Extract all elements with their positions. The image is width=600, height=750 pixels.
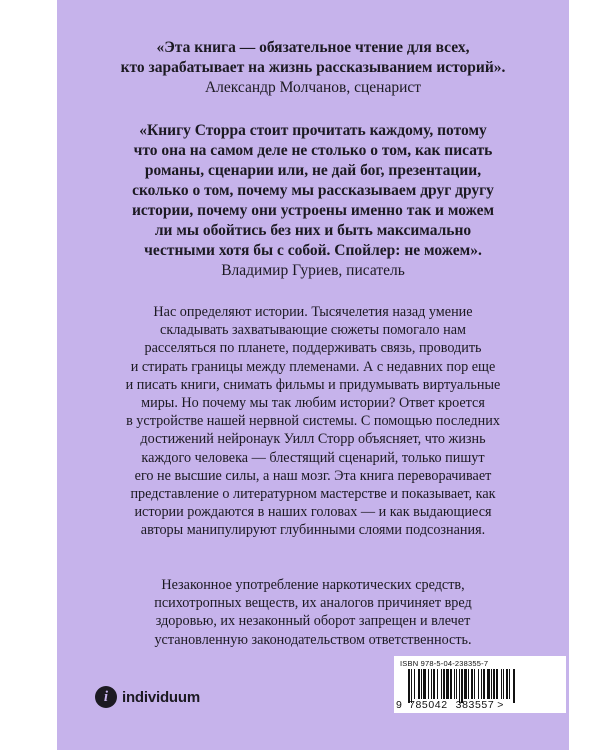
- barcode-digits: [396, 699, 564, 711]
- isbn-number: ISBN 978-5-04-238355-7: [400, 659, 489, 668]
- logo-letter: i: [103, 688, 109, 705]
- description-line: в устройстве нашей нервной системы. С помощью последних: [126, 413, 500, 430]
- barcode-bar: [496, 669, 498, 699]
- legal-warning: [57, 576, 569, 649]
- description-line: и писать книги, снимать фильмы и придумывать виртуальные: [125, 376, 501, 393]
- book-description: [57, 303, 569, 540]
- barcode-digits-right: 383557: [455, 699, 495, 711]
- quote-line: сколько о том, почему мы рассказываем друг другу: [132, 182, 494, 199]
- publisher-name: individuum: [122, 688, 200, 706]
- barcode-digit-end: >: [497, 699, 504, 711]
- barcode-bar: [478, 669, 479, 699]
- warning-line: Незаконное употребление наркотических средств,: [161, 577, 465, 593]
- barcode-bar: [437, 669, 438, 699]
- barcode-bar: [408, 669, 410, 703]
- warning-line: установленную законодательством ответственность.: [154, 631, 472, 648]
- quote-author: Владимир Гуриев, писатель: [221, 262, 405, 279]
- description-line: его не высшие силы, а наш мозг. Эта книга переворачивает: [134, 467, 492, 484]
- description-line: каждого человека — блестящий сценарий, только пишут: [141, 449, 485, 466]
- barcode-bar: [464, 669, 467, 699]
- description-line: Нас определяют истории. Тысячелетия назад умение: [153, 304, 473, 320]
- barcode-bar: [441, 669, 442, 699]
- barcode-bar: [461, 669, 463, 703]
- barcode-bar: [433, 669, 435, 699]
- quote-author: Александр Молчанов, сценарист: [204, 79, 422, 96]
- description-line: и стирать границы между племенами. А с недавних пор еще: [130, 358, 496, 375]
- barcode-bar: [454, 669, 455, 699]
- barcode-bar: [421, 669, 422, 699]
- barcode-bar: [474, 669, 475, 699]
- publisher-logo-icon: [95, 686, 117, 708]
- endorsement-quote-1: [57, 38, 569, 98]
- barcode-bar: [423, 669, 426, 699]
- barcode-bar: [428, 669, 429, 699]
- description-line: складывать захватывающие сюжеты помогало нам: [160, 322, 466, 339]
- warning-line: здоровью, их незаконный оборот запрещен и влечет: [155, 613, 471, 630]
- quote-line: ли мы обойтись без них и быть максимально: [154, 222, 472, 239]
- barcode-bar: [418, 669, 420, 699]
- barcode-digits-left: 785042: [409, 699, 448, 711]
- endorsement-quote-2: [57, 121, 569, 281]
- barcode-bar: [471, 669, 473, 699]
- barcode-bar: [483, 669, 485, 699]
- warning-line: психотропных веществ, их аналогов причиняет вред: [154, 595, 472, 612]
- description-line: миры. Но почему мы так любим истории? Ответ кроется: [141, 395, 485, 412]
- barcode-bar: [468, 669, 469, 699]
- barcode-bar: [487, 669, 490, 699]
- description-line: истории рождаются в наших головах — и как выдающиеся: [134, 504, 492, 521]
- description-line: достижений нейронаук Уилл Сторр объясняет, что жизнь: [140, 431, 486, 448]
- barcode-bar: [503, 669, 504, 699]
- barcode-bar: [446, 669, 449, 699]
- description-line: расселяться по планете, поддерживать связь, проводить: [144, 340, 482, 357]
- barcode-bar: [513, 669, 515, 703]
- barcode-bar: [509, 669, 510, 699]
- quote-line: истории, почему они устроены именно так и можем: [131, 202, 495, 219]
- barcode-bars: [408, 669, 554, 703]
- quote-line: романы, сценарии или, не дай бог, презентации,: [144, 162, 482, 179]
- barcode-bar: [481, 669, 482, 699]
- barcode-bar: [506, 669, 508, 699]
- publisher-logo: [95, 686, 200, 708]
- barcode-bar: [411, 669, 412, 703]
- barcode-bar: [450, 669, 452, 699]
- barcode-bar: [456, 669, 457, 699]
- barcode-bar: [431, 669, 432, 699]
- barcode-bar: [443, 669, 445, 699]
- description-line: представление о литературном мастерстве и показывает, как: [130, 486, 496, 503]
- quote-line: кто зарабатывает на жизнь рассказыванием историй».: [120, 59, 506, 76]
- barcode-bar: [414, 669, 415, 699]
- barcode-bar: [459, 669, 460, 703]
- barcode-bar: [493, 669, 495, 699]
- barcode-digit-first: 9: [396, 699, 402, 711]
- isbn-barcode: [394, 656, 566, 713]
- quote-line: «Книгу Сторра стоит прочитать каждому, потому: [139, 122, 487, 139]
- quote-line: что она на самом деле не столько о том, как писать: [133, 142, 493, 159]
- quote-line: «Эта книга — обязательное чтение для всех,: [156, 39, 470, 56]
- description-line: авторы манипулируют глубинными слоями подсознания.: [140, 522, 486, 539]
- quote-line: честными хотя бы с собой. Спойлер: не можем».: [144, 242, 482, 259]
- book-back-cover: [57, 0, 569, 750]
- barcode-bar: [491, 669, 492, 699]
- barcode-bar: [501, 669, 502, 699]
